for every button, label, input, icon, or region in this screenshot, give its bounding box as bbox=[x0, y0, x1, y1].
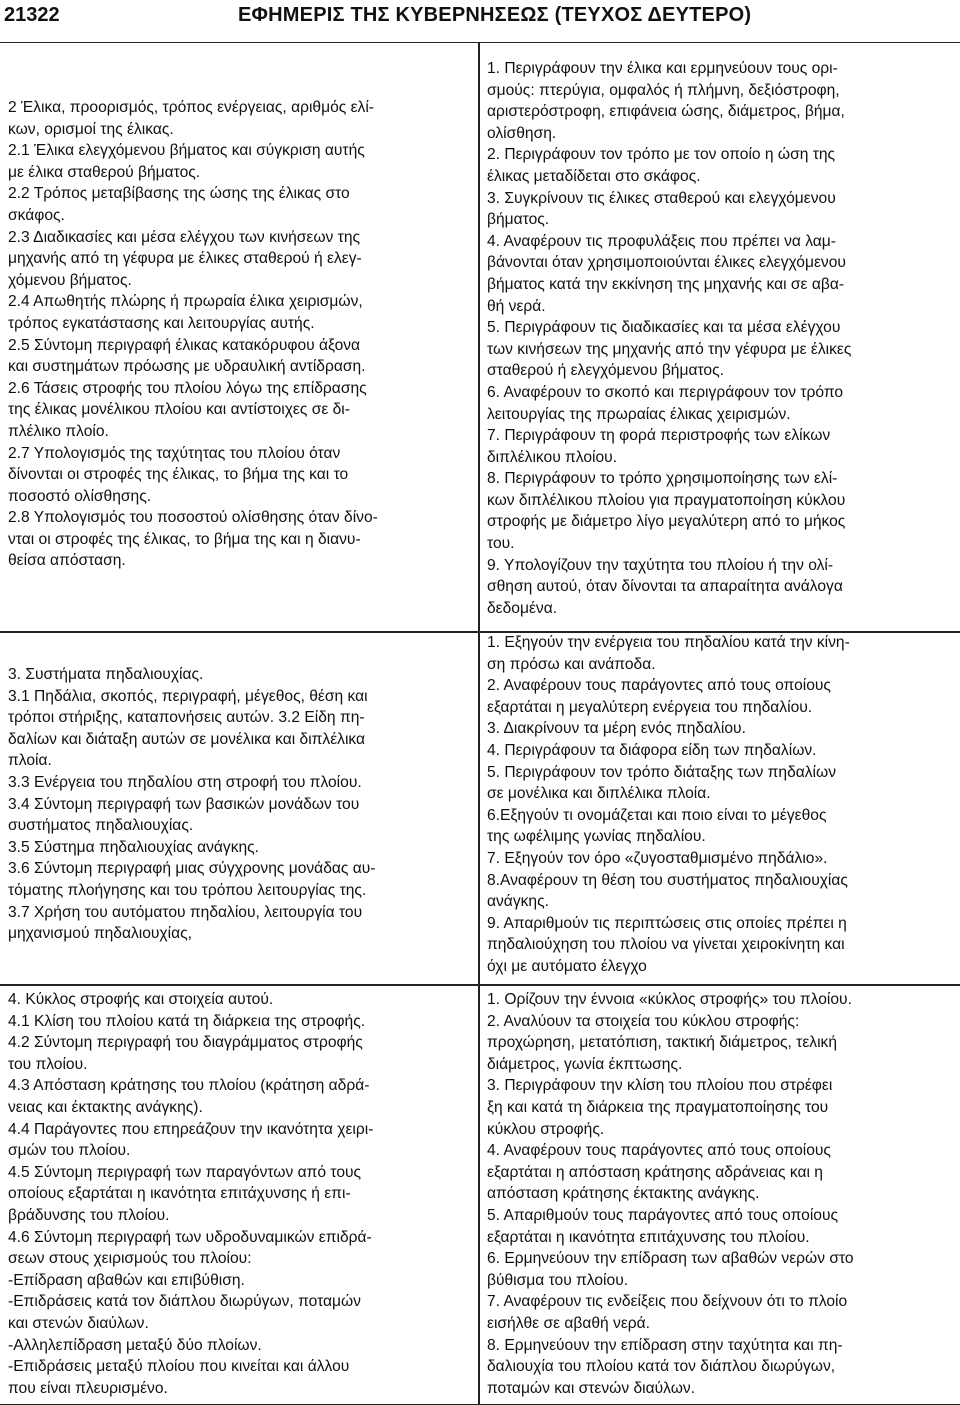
objective-line: σταθερού ή ελεγχόμενου βήματος. bbox=[487, 362, 724, 380]
content-line: 4.3 Απόσταση κράτησης του πλοίου (κράτηση αδρά- bbox=[8, 1077, 370, 1095]
objective-line: 8. Ερμηνεύουν την επίδραση στην ταχύτητα και πη- bbox=[487, 1336, 843, 1354]
content-line: πλέλικο πλοίο. bbox=[8, 422, 109, 440]
content-line: μηχανής από τη γέφυρα με έλικες σταθερού ή ελεγ- bbox=[8, 250, 362, 268]
row2-content-cell bbox=[8, 664, 464, 945]
content-line: -Επιδράσεις μεταξύ πλοίου που κινείται και άλλου bbox=[8, 1358, 350, 1376]
content-line: -Αλληλεπίδραση μεταξύ δύο πλοίων. bbox=[8, 1336, 262, 1354]
content-line: 2.7 Υπολογισμός της ταχύτητας του πλοίου όταν bbox=[8, 444, 341, 462]
content-line: 3.6 Σύντομη περιγραφή μιας σύγχρονης μονάδας αυ- bbox=[8, 860, 376, 878]
objective-line: του. bbox=[487, 535, 515, 553]
objective-line: 2. Αναφέρουν τους παράγοντες από τους οποίους bbox=[487, 677, 831, 695]
content-line: σεων στους χειρισμούς του πλοίου: bbox=[8, 1250, 252, 1268]
objective-line: 7. Αναφέρουν τις ενδείξεις που δείχνουν ότι το πλοίο bbox=[487, 1293, 848, 1311]
content-line: σμών του πλοίου. bbox=[8, 1142, 131, 1160]
objective-line: 4. Περιγράφουν τα διάφορα είδη των πηδαλίων. bbox=[487, 741, 817, 759]
content-line: δαλίων και διάταξη αυτών σε μονέλικα και διπλέλικα bbox=[8, 730, 366, 748]
content-line: και συστημάτων πρόωσης με υδραυλική αντίδραση. bbox=[8, 358, 366, 376]
page-header bbox=[0, 0, 960, 36]
content-line: 4.5 Σύντομη περιγραφή των παραγόντων από τους bbox=[8, 1163, 362, 1181]
content-line: με έλικα σταθερού βήματος. bbox=[8, 163, 201, 181]
objective-line: 8.Αναφέρουν τη θέση του συστήματος πηδαλιουχίας bbox=[487, 871, 848, 889]
objective-line: 3. Περιγράφουν την κλίση του πλοίου που στρέφει bbox=[487, 1077, 833, 1095]
objective-line: 1. Εξηγούν την ενέργεια του πηδαλίου κατά την κίνη- bbox=[487, 634, 850, 651]
objective-line: δαλιουχία του πλοίου κατά τον διάπλου διωρύγων, bbox=[487, 1358, 836, 1376]
objective-line: σμούς: πτερύγια, ομφαλός ή πλήμνη, δεξιόστροφη, bbox=[487, 81, 840, 99]
objective-line: ολίσθηση. bbox=[487, 124, 557, 142]
row-divider bbox=[0, 984, 960, 986]
content-line: 2.1 Έλικα ελεγχόμενου βήματος και σύγκριση αυτής bbox=[8, 142, 365, 160]
objective-line: στροφής με διάμετρο λίγο μεγαλύτερη από το μήκος bbox=[487, 513, 846, 531]
objective-line: εξαρτάται η απόσταση κράτησης αδράνειας και η bbox=[487, 1163, 823, 1181]
content-line: 3.7 Χρήση του αυτόματου πηδαλίου, λειτουργία του bbox=[8, 903, 363, 921]
objective-line: κων διπλέλικου πλοίου για πραγματοποίηση κύκλου bbox=[487, 491, 846, 509]
content-line: 2.5 Σύντομη περιγραφή έλικας κατακόρυφου άξονα bbox=[8, 336, 361, 354]
objective-line: βύθισμα του πλοίου. bbox=[487, 1271, 629, 1289]
page-number: 21322 bbox=[4, 4, 60, 26]
objective-line: πηδαλιούχηση του πλοίου να γίνεται χειροκίνητη και bbox=[487, 936, 845, 954]
content-line: -Επίδραση αβαθών και επιβύθιση. bbox=[8, 1271, 245, 1289]
objective-line: 2. Αναλύουν τα στοιχεία του κύκλου στροφής: bbox=[487, 1012, 800, 1030]
content-line: 3.3 Ενέργεια του πηδαλίου στη στροφή του πλοίου. bbox=[8, 773, 362, 791]
content-line: νται οι στροφές της έλικας, το βήμα της και η διανυ- bbox=[8, 530, 361, 548]
content-line: 4.2 Σύντομη περιγραφή του διαγράμματος στροφής bbox=[8, 1034, 363, 1052]
objective-line: βήματος. bbox=[487, 211, 550, 229]
content-line: 4. Κύκλος στροφής και στοιχεία αυτού. bbox=[8, 991, 274, 1008]
objective-line: 1. Ορίζουν την έννοια «κύκλος στροφής» του πλοίου. bbox=[487, 991, 852, 1008]
content-line: 3.5 Σύστημα πηδαλιουχίας ανάγκης. bbox=[8, 838, 260, 856]
content-line: θείσα απόσταση. bbox=[8, 552, 126, 570]
objective-line: 2. Περιγράφουν τον τρόπο με τον οποίο η ώση της bbox=[487, 146, 836, 164]
objective-line: προχώρηση, μετατόπιση, τακτική διάμετρος, τελική bbox=[487, 1034, 838, 1052]
objective-line: απόσταση κράτησης έκτακτης ανάγκης. bbox=[487, 1185, 760, 1203]
content-line: κων, ορισμοί της έλικας. bbox=[8, 120, 174, 138]
content-line: 2.8 Υπολογισμός του ποσοστού ολίσθησης όταν δίνο- bbox=[8, 509, 378, 527]
content-line: 4.4 Παράγοντες που επηρεάζουν την ικανότητα χειρι- bbox=[8, 1120, 374, 1138]
row1-content-cell bbox=[8, 97, 464, 572]
objective-line: σε μονέλικα και διπλέλικα πλοία. bbox=[487, 785, 711, 803]
objective-line: εισήλθε σε αβαθή νερά. bbox=[487, 1314, 651, 1332]
objective-line: 6. Αναφέρουν το σκοπό και περιγράφουν τον τρόπο bbox=[487, 383, 844, 401]
objective-line: αριστερόστροφη, επιφάνεια ώσης, διάμετρος, βήμα, bbox=[487, 103, 845, 121]
content-line: 2.6 Τάσεις στροφής του πλοίου λόγω της επίδρασης bbox=[8, 379, 367, 397]
column-divider bbox=[478, 42, 480, 1405]
objective-line: λειτουργίας της πρωραίας έλικας χειρισμών. bbox=[487, 405, 791, 423]
objective-line: 5. Απαριθμούν τους παράγοντες από τους οποίους bbox=[487, 1206, 839, 1224]
objective-line: διάμετρος, γωνία έκπτωσης. bbox=[487, 1055, 683, 1073]
content-line: μηχανισμού πηδαλιουχίας, bbox=[8, 925, 192, 943]
objective-line: 6.Εξηγούν τι ονομάζεται και ποιο είναι το μέγεθος bbox=[487, 806, 827, 824]
objective-line: 7. Περιγράφουν τη φορά περιστροφής των ελίκων bbox=[487, 427, 831, 445]
objective-line: 4. Αναφέρουν τις προφυλάξεις που πρέπει να λαμ- bbox=[487, 232, 836, 250]
content-line: συστήματος πηδαλιουχίας. bbox=[8, 817, 194, 835]
objective-line: έλικας μεταδίδεται στο σκάφος. bbox=[487, 167, 701, 185]
objective-line: 5. Περιγράφουν τον τρόπο διάταξης των πηδαλίων bbox=[487, 763, 836, 781]
objective-line: εξαρτάται η μεγαλύτερη ενέργεια του πηδαλίου. bbox=[487, 698, 813, 716]
objective-line: κύκλου στροφής. bbox=[487, 1120, 605, 1138]
content-line: που είναι πλευρισμένο. bbox=[8, 1379, 168, 1397]
objective-line: ξη και κατά τη διάρκεια της πραγματοποίησης του bbox=[487, 1098, 829, 1116]
row1-objectives-cell bbox=[487, 58, 949, 619]
content-line: πλοία. bbox=[8, 752, 52, 770]
content-line: βράδυνσης του πλοίου. bbox=[8, 1206, 170, 1224]
content-line: 3.4 Σύντομη περιγραφή των βασικών μονάδων του bbox=[8, 795, 360, 813]
objective-line: ανάγκης. bbox=[487, 893, 549, 911]
content-line: 2.3 Διαδικασίες και μέσα ελέγχου των κινήσεων της bbox=[8, 228, 361, 246]
objective-line: διπλέλικου πλοίου. bbox=[487, 448, 618, 466]
objective-line: όχι με αυτόματο έλεγχο bbox=[487, 957, 647, 975]
content-line: ποσοστό ολίσθησης. bbox=[8, 487, 152, 505]
row3-objectives-cell bbox=[487, 989, 949, 1399]
content-line: 4.6 Σύντομη περιγραφή των υδροδυναμικών επιδρά- bbox=[8, 1228, 372, 1246]
content-line: χόμενου βήματος. bbox=[8, 271, 132, 289]
objective-line: των κινήσεων της μηχανής από την γέφυρα με έλικες bbox=[487, 340, 852, 358]
objective-line: της ωφέλιμης γωνίας πηδαλίου. bbox=[487, 828, 706, 846]
content-line: οποίους εξαρτάται η ικανότητα επιτάχυνσης ή επι- bbox=[8, 1185, 351, 1203]
objective-line: σθηση αυτού, όταν δίνονται τα απαραίτητα ανάλογα bbox=[487, 578, 843, 596]
row2-objectives-cell bbox=[487, 632, 949, 978]
objective-line: ποταμών και στενών διαύλων. bbox=[487, 1379, 696, 1397]
content-line: 3. Συστήματα πηδαλιουχίας. bbox=[8, 666, 204, 683]
content-line: 3.1 Πηδάλια, σκοπός, περιγραφή, μέγεθος, θέση και bbox=[8, 687, 368, 705]
objective-line: ση πρόσω και ανάποδα. bbox=[487, 655, 656, 673]
content-line: τρόποι στήριξης, καταπονήσεις αυτών. 3.2 Είδη πη- bbox=[8, 709, 365, 727]
objective-line: 9. Υπολογίζουν την ταχύτητα του πλοίου ή την ολί- bbox=[487, 556, 834, 574]
row3-content-cell bbox=[8, 989, 464, 1399]
objective-line: 3. Συγκρίνουν τις έλικες σταθερού και ελεγχόμενου bbox=[487, 189, 836, 207]
objective-line: βήματος κατά την εκκίνηση της μηχανής και σε αβα- bbox=[487, 275, 845, 293]
objective-line: θή νερά. bbox=[487, 297, 546, 315]
objective-line: 5. Περιγράφουν τις διαδικασίες και τα μέσα ελέγχου bbox=[487, 319, 841, 337]
objective-line: δεδομένα. bbox=[487, 599, 558, 617]
objective-line: 8. Περιγράφουν το τρόπο χρησιμοποίησης των ελί- bbox=[487, 470, 838, 488]
content-line: 2 Έλικα, προορισμός, τρόπος ενέργειας, αριθμός ελί- bbox=[8, 99, 375, 116]
content-line: -Επιδράσεις κατά τον διάπλου διωρύγων, ποταμών bbox=[8, 1293, 361, 1311]
gazette-title: ΕΦΗΜΕΡΙΣ ΤΗΣ ΚΥΒΕΡΝΗΣΕΩΣ (ΤΕΥΧΟΣ ΔΕΥΤΕΡΟ) bbox=[238, 4, 752, 26]
objective-line: 7. Εξηγούν τον όρο «ζυγοσταθμισμένο πηδάλιο». bbox=[487, 849, 828, 867]
content-line: 4.1 Κλίση του πλοίου κατά τη διάρκεια της στροφής. bbox=[8, 1012, 366, 1030]
content-line: σκάφος. bbox=[8, 206, 65, 224]
content-line: της έλικας μονέλικου πλοίου και αντίστοιχες σε δι- bbox=[8, 401, 350, 419]
objective-line: 4. Αναφέρουν τους παράγοντες από τους οποίους bbox=[487, 1142, 831, 1160]
content-line: τόματης πλοήγησης και του τρόπου λειτουργίας της. bbox=[8, 881, 367, 899]
objective-line: 9. Απαριθμούν τις περιπτώσεις στις οποίες πρέπει η bbox=[487, 914, 847, 932]
objective-line: 3. Διακρίνουν τα μέρη ενός πηδαλίου. bbox=[487, 720, 746, 738]
objective-line: 1. Περιγράφουν την έλικα και ερμηνεύουν τους ορι- bbox=[487, 60, 838, 77]
content-line: νειας και έκτακτης ανάγκης). bbox=[8, 1098, 203, 1116]
objective-line: εξαρτάται η ικανότητα επιτάχυνσης του πλοίου. bbox=[487, 1228, 810, 1246]
content-line: τρόπος εγκατάστασης και λειτουργίας αυτής. bbox=[8, 314, 315, 332]
content-line: του πλοίου. bbox=[8, 1055, 88, 1073]
content-line: 2.4 Απωθητής πλώρης ή πρωραία έλικα χειρισμών, bbox=[8, 293, 363, 311]
content-line: και στενών διαύλων. bbox=[8, 1314, 149, 1332]
objective-line: βάνονται όταν χρησιμοποιούνται έλικες ελεγχόμενου bbox=[487, 254, 846, 272]
content-line: 2.2 Τρόπος μεταβίβασης της ώσης της έλικας στο bbox=[8, 185, 350, 203]
objective-line: 6. Ερμηνεύουν την επίδραση των αβαθών νερών στο bbox=[487, 1250, 854, 1268]
content-line: δίνονται οι στροφές της έλικας, το βήμα της και το bbox=[8, 466, 349, 484]
